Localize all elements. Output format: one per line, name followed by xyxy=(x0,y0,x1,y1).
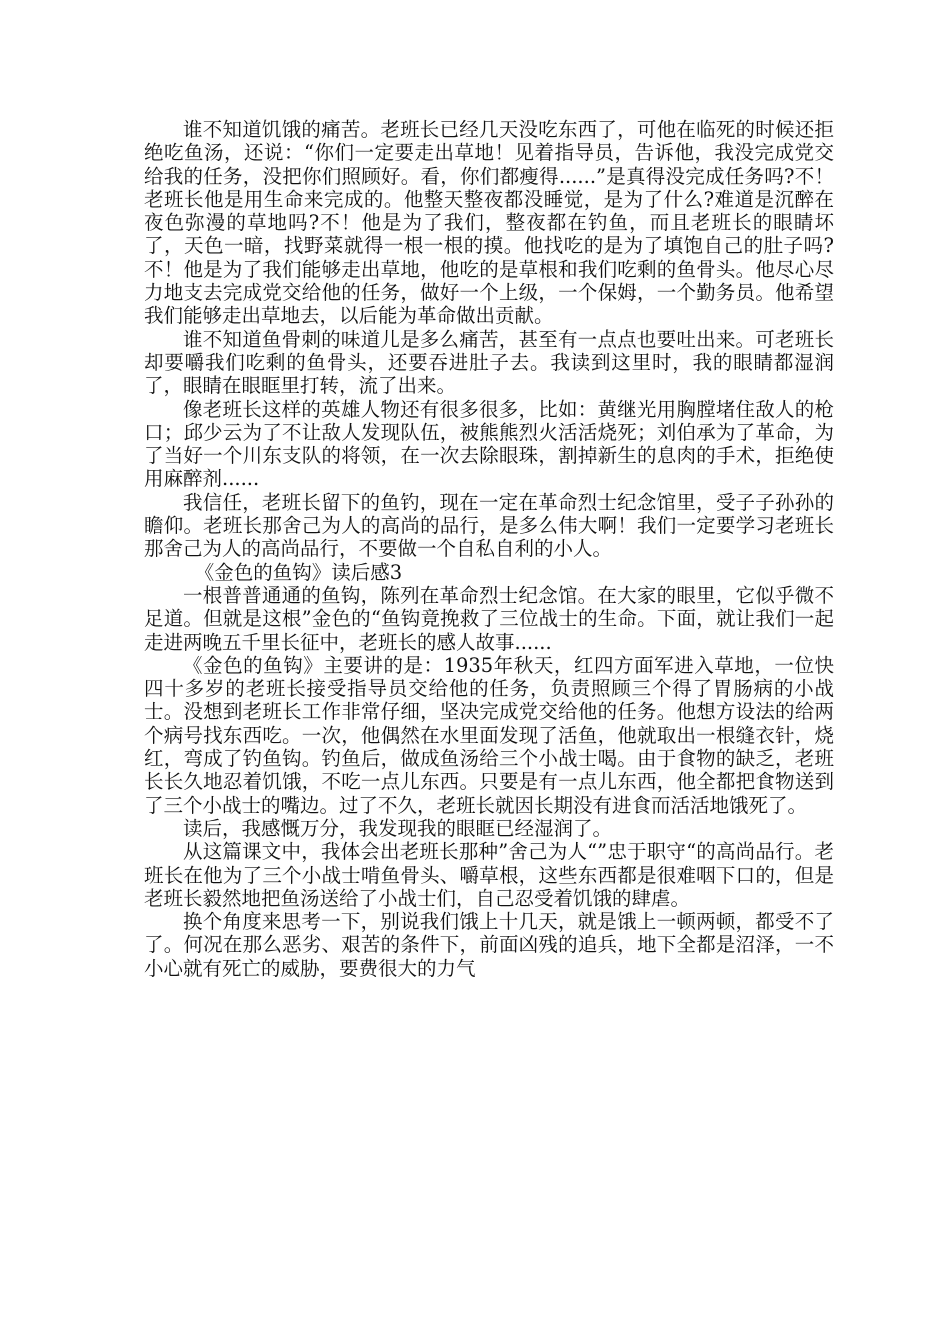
section-title: 《金色的鱼钩》读后感3 xyxy=(194,560,403,584)
paragraph: 从这篇课文中，我体会出老班长那种”舍己为人“”忠于职守“的高尚品行。老班长在他为了三个小战士啃鱼骨头、嚼草根，这些东西都是很难咽下口的，但是老班长毅然地把鱼汤送给了小战士们，自己忍受着饥饿的肆虐。 xyxy=(144,840,834,910)
paragraph: 谁不知道鱼骨刺的味道儿是多么痛苦，甚至有一点点也要吐出来。可老班长却要嚼我们吃剩的鱼骨头，还要吞进肚子去。我读到这里时，我的眼睛都湿润了，眼睛在眼眶里打转，流了出来。 xyxy=(144,327,834,398)
document-page xyxy=(144,118,834,980)
paragraph: 读后，我感慨万分，我发现我的眼眶已经湿润了。 xyxy=(183,816,613,840)
paragraph: 谁不知道饥饿的痛苦。老班长已经几天没吃东西了，可他在临死的时候还拒绝吃鱼汤，还说：“你们一定要走出草地！见着指导员，告诉他，我没完成党交给我的任务，没把你们照顾好。看，你们都瘦得......”是真得没完成任务吗?不！老班长他是用生命来完成的。他整天整夜都没睡觉，是为了什么?难道是沉醉在夜色弥漫的草地吗?不！他是为了我们，整夜都在钓鱼，而且老班长的眼睛坏了，天色一暗，找野菜就得一根一根的摸。他找吃的是为了填饱自己的肚子吗?不！他是为了我们能够走出草地，他吃的是草根和我们吃剩的鱼骨头。他尽心尽力地支去完成党交给他的任务，做好一个上级，一个保姆，一个勤务员。他希望我们能够走出草地去，以后能为革命做出贡献。 xyxy=(144,118,834,328)
paragraph: 《金色的鱼钩》主要讲的是：1935年秋天，红四方面军进入草地，一位快四十多岁的老班长接受指导员交给他的任务，负责照顾三个得了胃肠病的小战士。没想到老班长工作非常仔细，坚决完成党交给他的任务。他想方设法的给两个病号找东西吃。一次，他偶然在水里面发现了活鱼，他就取出一根缝衣针，烧红，弯成了钓鱼钩。钓鱼后，做成鱼汤给三个小战士喝。由于食物的缺乏，老班长长久地忍着饥饿，不吃一点儿东西。只要是有一点儿东西，他全都把食物送到了三个小战士的嘴边。过了不久，老班长就因长期没有进食而活活地饿死了。 xyxy=(144,653,834,817)
paragraph: 我信任，老班长留下的鱼钓，现在一定在革命烈士纪念馆里，受子子孙孙的瞻仰。老班长那舍己为人的高尚的品行，是多么伟大啊！我们一定要学习老班长那舍己为人的高尚品行，不要做一个自私自利的小人。 xyxy=(144,490,834,561)
paragraph: 像老班长这样的英雄人物还有很多很多，比如：黄继光用胸膛堵住敌人的枪口；邱少云为了不让敌人发现队伍，被熊熊烈火活活烧死；刘伯承为了革命，为了当好一个川东支队的将领，在一次去除眼珠，割掉新生的息肉的手术，拒绝使用麻醉剂...... xyxy=(144,397,834,491)
paragraph: 一根普普通通的鱼钩，陈列在革命烈士纪念馆。在大家的眼里，它似乎微不足道。但就是这根”金色的“鱼钩竟挽救了三位战士的生命。下面，就让我们一起走进两晚五千里长征中，老班长的感人故事...... xyxy=(144,583,834,654)
paragraph: 换个角度来思考一下，别说我们饿上十几天，就是饿上一顿两顿，都受不了了。何况在那么恶劣、艰苦的条件下，前面凶残的追兵，地下全都是沼泽，一不小心就有死亡的威胁，要费很大的力气 xyxy=(144,910,834,980)
